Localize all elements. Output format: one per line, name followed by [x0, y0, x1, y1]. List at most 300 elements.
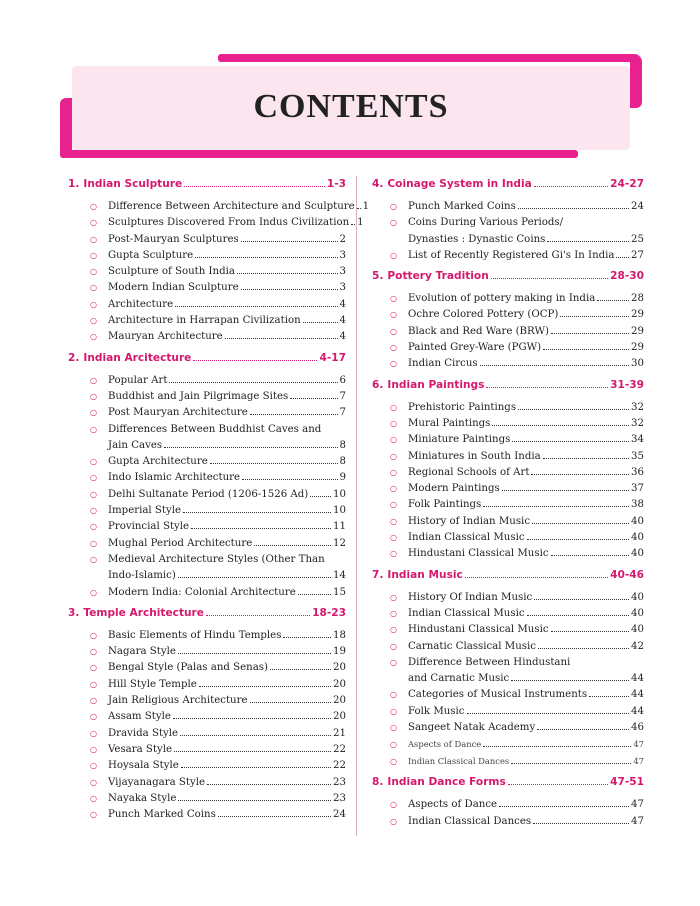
item-text: Medieval Architecture Styles (Other Than: [108, 553, 325, 565]
item-text: Categories of Musical Instruments: [408, 689, 588, 701]
toc-item[interactable]: [372, 655, 644, 688]
toc-item[interactable]: [68, 503, 346, 519]
dot-leader: [206, 615, 310, 616]
toc-item[interactable]: [68, 487, 346, 503]
toc-item[interactable]: [68, 742, 346, 758]
dot-leader: [303, 322, 338, 323]
bullet-icon: ○: [90, 283, 97, 293]
item-text: Miniature Paintings: [408, 434, 511, 446]
toc-item[interactable]: [372, 416, 644, 432]
dot-leader: [180, 735, 331, 736]
item-page: 40: [631, 548, 644, 560]
item-text: Mughal Period Architecture: [108, 537, 253, 549]
item-page: 44: [631, 673, 644, 685]
item-text: Dravida Style: [108, 727, 179, 739]
bullet-icon: ○: [90, 538, 97, 548]
item-text: Aspects of Dance: [408, 799, 498, 811]
item-page: 40: [631, 624, 644, 636]
bullet-icon: ○: [90, 522, 97, 532]
bullet-icon: ○: [390, 641, 397, 651]
toc-item[interactable]: [372, 400, 644, 416]
section-title: Indian Sculpture: [83, 178, 183, 190]
dot-leader: [483, 746, 631, 747]
item-page: 7: [339, 407, 346, 419]
dot-leader: [225, 338, 338, 339]
dot-leader: [511, 680, 629, 681]
bullet-icon: ○: [390, 202, 397, 211]
dot-leader: [174, 751, 331, 752]
bullet-icon: ○: [390, 294, 397, 304]
toc-item[interactable]: [372, 797, 644, 813]
bullet-icon: ○: [390, 516, 397, 526]
toc-section: [372, 270, 644, 372]
dot-leader: [551, 555, 629, 556]
toc-item[interactable]: [68, 280, 346, 296]
section-heading[interactable]: [372, 270, 644, 287]
dot-leader: [527, 539, 629, 540]
toc-item[interactable]: [68, 693, 346, 709]
section-title: Indian Dance Forms: [387, 776, 506, 789]
toc-item[interactable]: [68, 775, 346, 791]
bullet-icon: ○: [390, 402, 397, 412]
toc-item-list: [372, 291, 644, 372]
toc-item[interactable]: [372, 199, 644, 215]
toc-item[interactable]: [68, 329, 346, 345]
section-heading[interactable]: [372, 776, 644, 793]
dot-leader: [181, 767, 331, 768]
dot-leader: [551, 333, 629, 334]
item-page: 42: [631, 640, 644, 652]
toc-item[interactable]: [68, 552, 346, 585]
section-heading[interactable]: [372, 569, 644, 586]
title-banner: [60, 54, 642, 158]
item-text: Aspects of Dance: [408, 739, 482, 750]
dot-leader: [178, 800, 331, 801]
bullet-icon: ○: [390, 533, 397, 543]
toc-item[interactable]: [372, 248, 644, 264]
item-page: 24: [631, 201, 644, 212]
dot-leader: [199, 686, 331, 687]
item-page: 32: [631, 417, 644, 429]
toc-item[interactable]: [68, 791, 346, 807]
dot-leader: [290, 398, 337, 399]
item-text: Nayaka Style: [108, 792, 177, 804]
item-page: 6: [339, 374, 346, 386]
item-text: Delhi Sultanate Period (1206-1526 Ad): [108, 488, 309, 500]
item-text: Indo Islamic Architecture: [108, 472, 241, 484]
bullet-icon: ○: [90, 810, 97, 820]
item-text-continued: Indo-Islamic): [108, 570, 176, 582]
toc-item[interactable]: [68, 405, 346, 421]
item-text: Folk Paintings: [408, 499, 482, 511]
item-text: Vesara Style: [108, 743, 173, 755]
item-page: 19: [333, 646, 346, 658]
item-text: Miniatures in South India: [408, 450, 541, 462]
item-page: 29: [631, 309, 644, 321]
section-title: Coinage System in India: [387, 178, 532, 190]
section-heading[interactable]: [68, 178, 346, 195]
toc-item[interactable]: [372, 514, 644, 530]
toc-item[interactable]: [372, 736, 644, 753]
bullet-icon: ○: [390, 250, 397, 260]
item-page: 25: [631, 233, 644, 245]
item-page: 9: [339, 472, 346, 484]
dot-leader: [527, 615, 629, 616]
toc-item[interactable]: [68, 454, 346, 470]
toc-section: [68, 352, 346, 601]
toc-item[interactable]: [68, 519, 346, 535]
bullet-icon: ○: [90, 250, 97, 260]
toc-section: [372, 569, 644, 771]
item-body: [408, 215, 644, 248]
item-text: Basic Elements of Hindu Temples: [108, 629, 282, 641]
dot-leader: [508, 784, 608, 785]
bullet-icon: ○: [90, 712, 97, 722]
item-page: 38: [631, 499, 644, 511]
toc-item[interactable]: [372, 465, 644, 481]
toc-item[interactable]: [372, 704, 644, 720]
section-heading[interactable]: [372, 379, 644, 396]
bullet-icon: ○: [90, 408, 97, 418]
item-page: 12: [333, 537, 346, 549]
toc-item[interactable]: [68, 248, 346, 264]
toc-item[interactable]: [68, 709, 346, 725]
toc-item[interactable]: [68, 199, 370, 215]
toc-item[interactable]: [372, 356, 644, 372]
item-text: Modern Indian Sculpture: [108, 282, 239, 294]
item-text: Regional Schools of Art: [408, 466, 530, 478]
bullet-icon: ○: [390, 690, 397, 700]
item-page: 4: [339, 315, 346, 327]
item-text: Post-Mauryan Sculptures: [108, 233, 239, 245]
page-title: CONTENTS: [253, 88, 449, 125]
item-page: 21: [333, 727, 346, 739]
section-heading[interactable]: [68, 352, 346, 369]
dot-leader: [616, 257, 629, 258]
toc-item[interactable]: [68, 726, 346, 742]
bullet-icon: ○: [90, 777, 97, 787]
item-page: 36: [631, 466, 644, 478]
item-text: Punch Marked Coins: [108, 809, 216, 821]
bullet-icon: ○: [90, 554, 97, 564]
bullet-icon: ○: [390, 608, 397, 618]
bullet-icon: ○: [390, 467, 397, 477]
item-text: Ochre Colored Pottery (OCP): [408, 309, 559, 321]
toc-item[interactable]: [372, 324, 644, 340]
toc-item[interactable]: [372, 687, 644, 703]
toc-item[interactable]: [372, 622, 644, 638]
dot-leader: [241, 241, 338, 242]
toc-item[interactable]: [372, 590, 644, 606]
bullet-icon: ○: [90, 744, 97, 754]
bullet-icon: ○: [390, 218, 397, 228]
item-page: 27: [631, 249, 644, 261]
dot-leader: [560, 316, 629, 317]
item-line-2: [408, 232, 644, 248]
column-divider: [356, 176, 357, 836]
dot-leader: [241, 289, 338, 290]
toc-item[interactable]: [68, 807, 346, 823]
dot-leader: [184, 186, 325, 187]
dot-leader: [499, 806, 629, 807]
section-pages: 28-30: [610, 270, 644, 283]
bullet-icon: ○: [90, 728, 97, 738]
bullet-icon: ○: [90, 375, 97, 385]
dot-leader: [492, 425, 629, 426]
item-text: Jain Religious Architecture: [108, 695, 248, 707]
bullet-icon: ○: [390, 816, 397, 826]
dot-leader: [178, 577, 331, 578]
toc-item-list: [372, 590, 644, 771]
dot-leader: [218, 816, 331, 817]
dot-leader: [534, 186, 608, 187]
toc-item[interactable]: [68, 313, 346, 329]
bullet-icon: ○: [390, 757, 397, 767]
bullet-icon: ○: [90, 696, 97, 706]
section-heading[interactable]: [68, 607, 346, 624]
dot-leader: [254, 545, 331, 546]
item-line-2: [108, 438, 346, 454]
section-title: Pottery Tradition: [387, 270, 489, 283]
item-text: Modern Paintings: [408, 483, 500, 495]
dot-leader: [532, 523, 629, 524]
section-number: 3.: [68, 606, 80, 619]
item-text: Bengal Style (Palas and Senas): [108, 662, 269, 674]
item-page: 29: [631, 325, 644, 337]
dot-leader: [169, 382, 337, 383]
item-page: 18: [333, 629, 346, 641]
dot-leader: [183, 512, 331, 513]
dot-leader: [175, 306, 337, 307]
item-text-continued: Jain Caves: [108, 439, 163, 451]
dot-leader: [173, 718, 331, 719]
dot-leader: [351, 224, 355, 225]
bullet-icon: ○: [390, 592, 397, 602]
toc-item[interactable]: [372, 307, 644, 323]
item-page: 40: [631, 515, 644, 527]
bullet-icon: ○: [390, 326, 397, 336]
item-page: 40: [631, 607, 644, 619]
dot-leader: [250, 414, 338, 415]
bullet-icon: ○: [90, 234, 97, 244]
item-text: Punch Marked Coins: [408, 201, 516, 212]
toc-section: [372, 178, 644, 264]
dot-leader: [207, 784, 331, 785]
dot-leader: [195, 257, 337, 258]
section-number: 8.: [372, 776, 384, 789]
item-text: Mauryan Architecture: [108, 331, 223, 343]
item-text: Folk Music: [408, 705, 465, 717]
item-page: 20: [333, 662, 346, 674]
item-text: History Of Indian Music: [408, 591, 533, 603]
bullet-icon: ○: [90, 506, 97, 516]
dot-leader: [283, 637, 331, 638]
item-line-2: [108, 568, 346, 584]
dot-leader: [250, 702, 332, 703]
toc-item[interactable]: [68, 470, 346, 486]
bullet-icon: ○: [90, 391, 97, 401]
item-line-2: [408, 671, 644, 687]
toc-item[interactable]: [68, 297, 346, 313]
section-pages: 47-51: [610, 776, 644, 789]
toc-item[interactable]: [68, 422, 346, 455]
item-page: 44: [631, 705, 644, 717]
dot-leader: [511, 763, 631, 764]
toc-item[interactable]: [372, 340, 644, 356]
item-text: Difference Between Architecture and Sculpture: [108, 201, 355, 212]
title-box: [72, 66, 630, 150]
section-pages: 1-3: [326, 178, 346, 190]
dot-leader: [193, 360, 317, 361]
toc-item[interactable]: [372, 546, 644, 562]
bullet-icon: ○: [390, 706, 397, 716]
item-text: Hill Style Temple: [108, 678, 197, 690]
toc-item[interactable]: [372, 530, 644, 546]
section-title: Indian Paintings: [387, 378, 485, 391]
toc-item[interactable]: [68, 585, 346, 601]
bullet-icon: ○: [390, 310, 397, 320]
toc-item[interactable]: [68, 536, 346, 552]
toc-item[interactable]: [372, 497, 644, 513]
dot-leader: [534, 599, 629, 600]
bullet-icon: ○: [390, 484, 397, 494]
toc-item[interactable]: [372, 449, 644, 465]
bullet-icon: ○: [90, 299, 97, 309]
item-text: Buddhist and Jain Pilgrimage Sites: [108, 390, 289, 402]
bullet-icon: ○: [390, 723, 397, 733]
toc-item[interactable]: [68, 389, 346, 405]
item-page: 20: [333, 711, 346, 723]
bullet-icon: ○: [390, 740, 397, 750]
toc-item[interactable]: [372, 753, 644, 770]
item-page: 30: [631, 358, 644, 370]
item-page: 4: [339, 331, 346, 343]
dot-leader: [589, 696, 629, 697]
toc-section: [68, 178, 370, 346]
bullet-icon: ○: [90, 489, 97, 499]
bullet-icon: ○: [90, 587, 97, 597]
bullet-icon: ○: [90, 647, 97, 657]
section-number: 1.: [68, 178, 80, 190]
dot-leader: [310, 496, 331, 497]
bullet-icon: ○: [90, 761, 97, 771]
item-page: 2: [339, 233, 346, 245]
item-page: 23: [333, 792, 346, 804]
toc-item[interactable]: [68, 644, 346, 660]
bullet-icon: ○: [390, 343, 397, 353]
bullet-icon: ○: [90, 316, 97, 326]
toc-item-list: [372, 199, 644, 264]
item-page: 35: [631, 450, 644, 462]
toc-item[interactable]: [68, 660, 346, 676]
item-text: Gupta Sculpture: [108, 249, 194, 261]
bullet-icon: ○: [390, 549, 397, 559]
item-page: 11: [333, 521, 346, 533]
item-text: Provincial Style: [108, 521, 190, 533]
dot-leader: [465, 577, 608, 578]
item-text: Assam Style: [108, 711, 171, 723]
toc-item[interactable]: [68, 232, 346, 248]
toc-item[interactable]: [68, 264, 346, 280]
toc-item[interactable]: [372, 814, 644, 830]
item-page: 3: [339, 282, 346, 294]
banner-bar-right: [630, 54, 642, 108]
toc-item[interactable]: [68, 758, 346, 774]
item-text: Mural Paintings: [408, 417, 491, 429]
item-page: 1: [357, 217, 364, 229]
item-text: Painted Grey-Ware (PGW): [408, 342, 542, 354]
dot-leader: [486, 387, 608, 388]
dot-leader: [543, 349, 629, 350]
toc-item[interactable]: [372, 215, 644, 248]
item-text: Coins During Various Periods/: [408, 217, 564, 229]
item-body: [108, 552, 346, 585]
bullet-icon: ○: [90, 457, 97, 467]
dot-leader: [547, 241, 629, 242]
dot-leader: [551, 631, 629, 632]
bullet-icon: ○: [390, 359, 397, 369]
toc-item[interactable]: [68, 215, 364, 231]
bullet-icon: ○: [390, 800, 397, 810]
item-text: Hoysala Style: [108, 760, 179, 772]
item-page: 29: [631, 342, 644, 354]
item-text: Architecture in Harrapan Civilization: [108, 315, 301, 327]
item-page: 34: [631, 434, 644, 446]
dot-leader: [543, 458, 629, 459]
dot-leader: [483, 506, 629, 507]
item-page: 22: [333, 760, 346, 772]
bullet-icon: ○: [90, 218, 97, 228]
toc-item[interactable]: [68, 677, 346, 693]
item-text: Carnatic Classical Music: [408, 640, 536, 652]
toc-section: [372, 776, 644, 830]
item-page: 47: [631, 815, 644, 827]
dot-leader: [164, 447, 337, 448]
item-page: 4: [339, 298, 346, 310]
section-number: 5.: [372, 270, 384, 283]
bullet-icon: ○: [90, 663, 97, 673]
bullet-icon: ○: [90, 202, 97, 211]
section-title: Indian Arcitecture: [83, 351, 192, 364]
item-page: 14: [333, 570, 346, 582]
section-pages: 31-39: [610, 378, 644, 391]
item-text: Indian Circus: [408, 358, 478, 370]
toc-item[interactable]: [68, 373, 346, 389]
item-text: Indian Classical Dances: [408, 756, 510, 767]
bullet-icon: ○: [390, 625, 397, 635]
toc-item[interactable]: [372, 720, 644, 736]
toc-item-list: [372, 400, 644, 563]
bullet-icon: ○: [90, 267, 97, 277]
bullet-icon: ○: [90, 332, 97, 342]
item-page: 10: [333, 505, 346, 517]
toc-item[interactable]: [68, 628, 346, 644]
item-body: [108, 422, 346, 455]
item-page: 20: [333, 695, 346, 707]
toc-item[interactable]: [372, 291, 644, 307]
toc-item[interactable]: [372, 639, 644, 655]
item-text: Imperial Style: [108, 505, 182, 517]
item-page: 47: [631, 799, 644, 811]
toc-item[interactable]: [372, 481, 644, 497]
section-heading[interactable]: [372, 178, 644, 195]
item-text: Prehistoric Paintings: [408, 401, 517, 413]
toc-item[interactable]: [372, 432, 644, 448]
item-text: Modern India: Colonial Architecture: [108, 586, 296, 598]
item-page: 8: [339, 456, 346, 468]
toc-item[interactable]: [372, 606, 644, 622]
item-text: Post Mauryan Architecture: [108, 407, 248, 419]
